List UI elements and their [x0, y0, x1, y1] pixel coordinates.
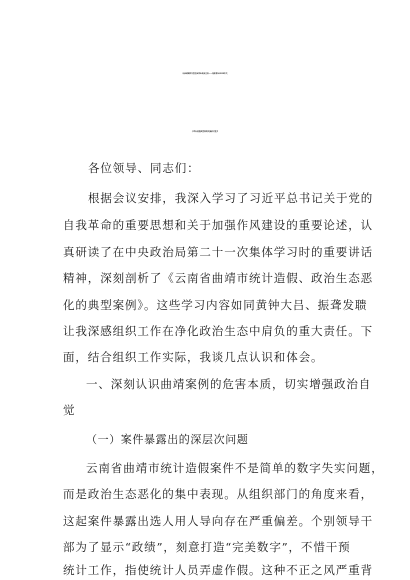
- document-title-line-1: 以曲靖案例为鉴全面净化政治生态——组织部长2025年关: [182, 73, 228, 75]
- paragraph-1-line: 让我深感组织工作在净化政治生态中肩负的重大责任。下: [63, 324, 373, 338]
- subsection-heading-1: （一）案件暴露出的深层次问题: [86, 433, 249, 446]
- paragraph-1-line: 面，结合组织工作实际，我谈几点认识和体会。: [63, 350, 324, 364]
- document-title-line-2: 于统计造假典型案例交流研讨发言: [191, 131, 219, 133]
- paragraph-2-line: 这起案件暴露出选人用人导向存在严重偏差。个别领导干: [63, 514, 373, 528]
- paragraph-2-line: 云南省曲靖市统计造假案件不是简单的数字失实问题，: [86, 461, 384, 475]
- greeting: 各位领导、同志们：: [88, 161, 200, 175]
- paragraph-2-line: 部为了显示“政绩”，刻意打造“完美数字”，不惜干预: [63, 540, 351, 554]
- paragraph-1-line: 根据会议安排，我深入学习了习近平总书记关于党的: [88, 191, 374, 205]
- paragraph-1-line: 精神，深刻剖析了《云南省曲靖市统计造假、政治生态恶: [63, 271, 373, 285]
- paragraph-2-line: 统计工作，指使统计人员弄虚作假。这种不正之风严重背: [63, 563, 373, 577]
- paragraph-2-line: 而是政治生态恶化的集中表现。从组织部门的角度来看，: [63, 487, 373, 501]
- section-heading-1-line: 觉: [63, 403, 76, 417]
- paragraph-1-line: 化的典型案例》。这些学习内容如同黄钟大吕、振聋发聩: [63, 298, 368, 312]
- paragraph-1-line: 自我革命的重要思想和关于加强作风建设的重要论述，认: [63, 218, 373, 232]
- section-heading-1-line: 一、深刻认识曲靖案例的危害本质，切实增强政治自: [86, 377, 372, 391]
- paragraph-1-line: 真研读了在中央政治局第二十一次集体学习时的重要讲话: [63, 245, 373, 259]
